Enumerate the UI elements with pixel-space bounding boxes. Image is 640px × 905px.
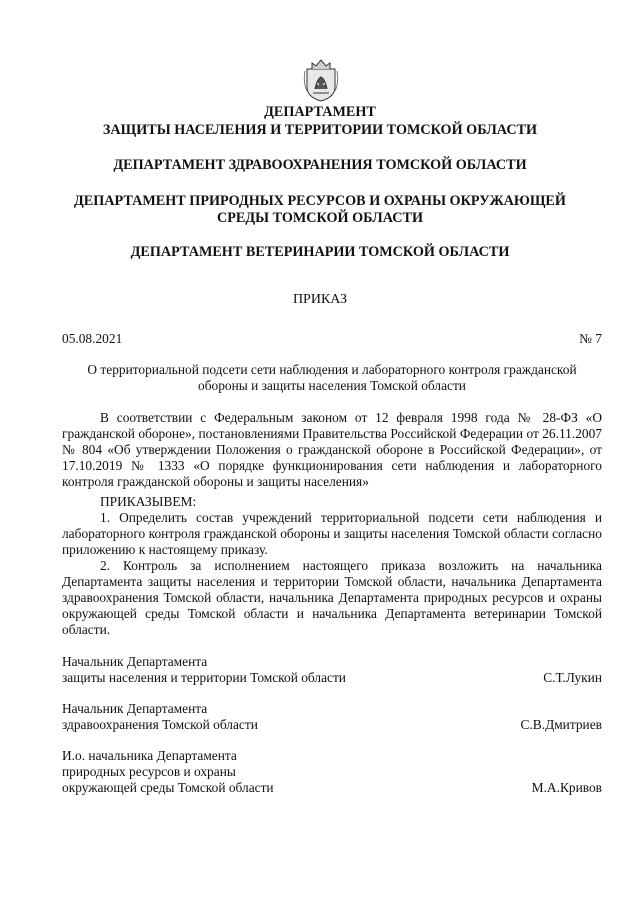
header-line-1: ДЕПАРТАМЕНТ	[264, 104, 376, 120]
signatory-name: С.В.Дмитриев	[520, 717, 602, 732]
header-line-5: СРЕДЫ ТОМСКОЙ ОБЛАСТИ	[216, 210, 424, 226]
preamble-paragraph: В соответствии с Федеральным законом от 12 февраля 1998 года № 28-ФЗ «О гражданской обороне», постановлениями Правительства Российской Федерации от 26.11.2007 № 804 «Об утверждении Положения о гражданской обороне в Российской Федерации», от 17.10.2019 № 1333 «О порядке функционирования сети наблюдения и лабораторного контроля гражданской обороны и защиты населения»	[62, 410, 602, 489]
order-item-1: 1. Определить состав учреждений территориальной подсети сети наблюдения и лабораторного контроля гражданской обороны и защиты населения Томской области согласно приложению к настоящему приказу.	[62, 510, 602, 557]
signatory-position: И.о. начальника Департамента природных ресурсов и охраны окружающей среды Томской области	[62, 748, 274, 795]
order-keyword: ПРИКАЗЫВЕМ:	[100, 494, 197, 509]
signature-block-1	[62, 654, 602, 686]
header-line-6: ДЕПАРТАМЕНТ ВЕТЕРИНАРИИ ТОМСКОЙ ОБЛАСТИ	[130, 244, 510, 260]
header-line-4: ДЕПАРТАМЕНТ ПРИРОДНЫХ РЕСУРСОВ И ОХРАНЫ ОКРУЖАЮЩЕЙ	[74, 193, 566, 209]
signature-block-2	[62, 701, 602, 733]
signatory-position: Начальник Департамента защиты населения и территории Томской области	[62, 654, 346, 685]
signature-block-3	[62, 748, 602, 796]
document-date: 05.08.2021	[62, 331, 123, 346]
document-number: № 7	[579, 331, 602, 346]
coat-of-arms-icon	[303, 57, 339, 103]
signatory-position: Начальник Департамента здравоохранения Томской области	[62, 701, 258, 732]
signatory-name: С.Т.Лукин	[543, 670, 602, 685]
header-line-3: ДЕПАРТАМЕНТ ЗДРАВООХРАНЕНИЯ ТОМСКОЙ ОБЛАСТИ	[113, 157, 527, 173]
signatory-name: М.А.Кривов	[531, 780, 602, 795]
document-type: ПРИКАЗ	[292, 292, 348, 307]
document-subject: О территориальной подсети сети наблюдения и лабораторного контроля гражданской обороны и защиты населения Томской области	[87, 362, 577, 393]
header-line-2: ЗАЩИТЫ НАСЕЛЕНИЯ И ТЕРРИТОРИИ ТОМСКОЙ ОБЛАСТИ	[102, 122, 538, 138]
order-item-2: 2. Контроль за исполнением настоящего приказа возложить на начальника Департамента защиты населения и территории Томской области, начальника Департамента здравоохранения Томской области, начальника Департамента природных ресурсов и охраны окружающей среды Томской области и начальника Департамента ветеринарии Томской области.	[62, 558, 602, 637]
